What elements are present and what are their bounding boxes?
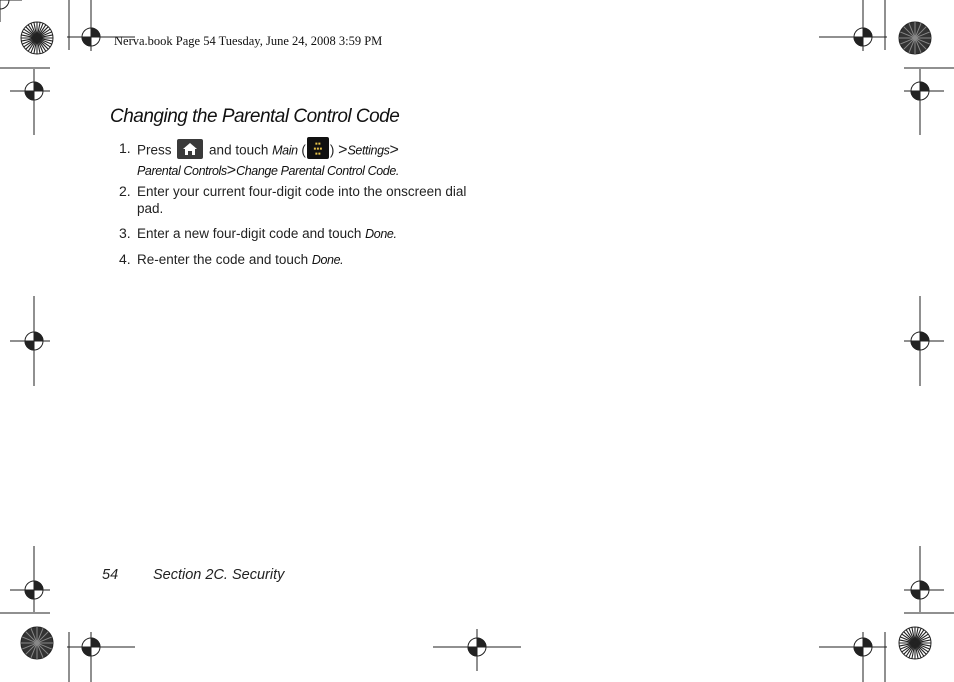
section-title: Changing the Parental Control Code xyxy=(110,106,400,127)
step-number: 1. xyxy=(119,140,131,156)
done-label: Done. xyxy=(311,253,344,267)
step-number: 4. xyxy=(119,251,131,267)
step-text: and touch xyxy=(209,142,269,158)
print-header: Nerva.book Page 54 Tuesday, June 24, 2008 3:59 PM xyxy=(114,34,383,48)
main-menu-icon: ▪▪ ▪▪▪ ▪▪ xyxy=(307,137,329,159)
step-text: Enter a new four-digit code and touch xyxy=(137,226,366,241)
step-number: 2. xyxy=(119,183,131,199)
step-text: Enter your current four-digit code into the onscreen dial pad. xyxy=(137,184,467,216)
settings-label: Settings xyxy=(347,143,390,158)
change-code-label: Change Parental Control Code. xyxy=(236,164,399,178)
step-text: Re-enter the code and touch xyxy=(137,252,312,267)
step-text: Press xyxy=(137,142,172,158)
paren: ) xyxy=(329,142,335,158)
page-number: 54 xyxy=(102,567,119,583)
step-number: 3. xyxy=(119,225,131,241)
paren: ( xyxy=(301,142,306,158)
main-menu-label: Main xyxy=(272,143,298,158)
home-icon xyxy=(177,139,203,159)
done-label: Done. xyxy=(365,227,397,241)
section-footer: Section 2C. Security xyxy=(153,567,285,583)
separator: > xyxy=(389,141,399,159)
separator: > xyxy=(226,162,237,179)
parental-controls-label: Parental Controls xyxy=(137,164,227,178)
separator: > xyxy=(338,141,348,159)
